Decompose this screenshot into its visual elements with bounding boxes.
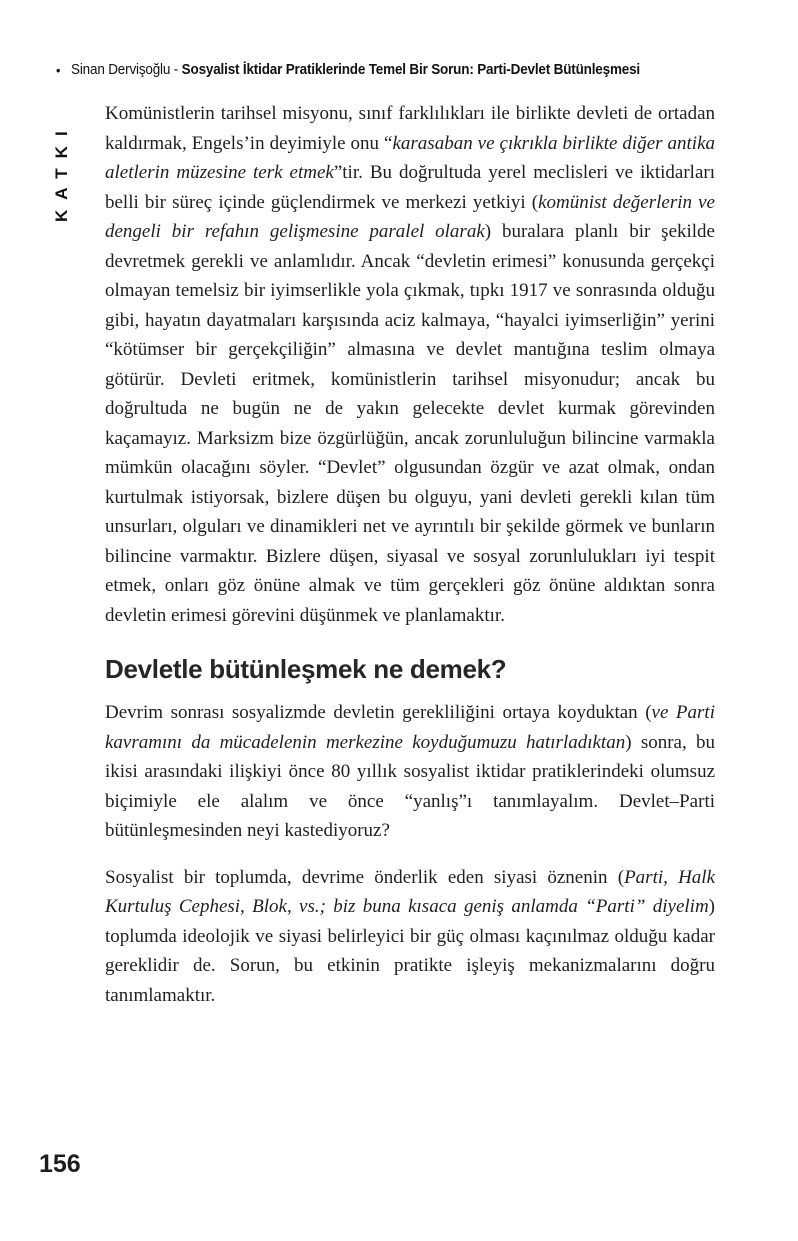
body-text-column	[105, 99, 715, 1027]
header-author-and-title	[71, 61, 640, 78]
paragraph-3: Sosyalist bir toplumda, devrime önderlik eden siyasi öznenin (Parti, Halk Kurtuluş Cephesi, Blok, vs.; biz buna kısaca geniş anlamda “Parti” diyelim) toplumda ideolojik ve siyasi belirleyici bir güç olması kaçınılmaz olduğu kadar gereklidir de. Sorun, bu etkinin pratikte işleyiş mekanizmalarını doğru tanımlamaktır.	[105, 866, 716, 1006]
page-number: 156	[39, 1150, 81, 1178]
header-chapter-title: Sosyalist İktidar Pratiklerinde Temel Bir Sorun: Parti-Devlet Bütünleşmesi	[181, 61, 641, 78]
section-heading: Devletle bütünleşmek ne demek?	[105, 654, 507, 684]
paragraph-2: Devrim sonrası sosyalizmde devletin gerekliliğini ortaya koyduktan (ve Parti kavramını da mücadelenin merkezine koyduğumuzu hatırladıktan) sonra, bu ikisi arasındaki ilişkiyi önce 80 yıllık sosyalist iktidar pratiklerindeki olumsuz biçimiyle ele alalım ve önce “yanlış”ı tanımlayalım. Devlet–Parti bütünleşmesinden neyi kastediyoruz?	[105, 702, 715, 841]
header-bullet-icon: •	[56, 61, 61, 78]
margin-label-katki: KATKI	[52, 121, 71, 222]
header-separator: -	[170, 61, 182, 78]
running-header	[56, 61, 640, 78]
header-author: Sinan Dervişoğlu	[71, 61, 171, 78]
paragraph-1: Komünistlerin tarihsel misyonu, sınıf farklılıkları ile birlikte devleti de ortadan kaldırmak, Engels’in deyimiyle onu “karasaban ve çıkrıkla birlikte diğer antika aletlerin müzesine terk etmek”tir. Bu doğrultuda yerel meclisleri ve iktidarları belli bir süreç içinde güçlendirmek ve merkezi yetkiyi (komünist değerlerin ve dengeli bir refahın gelişmesine paralel olarak) buralara planlı bir şekilde devretmek gerekli ve anlamlıdır. Ancak “devletin erimesi” konusunda gerçekçi olmayan temelsiz bir iyimserlikle yola çıkmak, tıpkı 1917 ve sonrasında olduğu gibi, hayatın dayatmaları karşısında aciz kalmaya, “hayalci iyimserliğin” yerini “kötümser bir gerçekçiliğin” almasına ve devlet mantığına teslim olmaya götürür. Devleti eritmek, komünistlerin tarihsel misyonudur; ancak bu doğrultuda ne bugün ne de yakın gelecekte devlet kurmak görevinden kaçamayız. Marksizm bize özgürlüğün, ancak zorunluluğun bilincine varmakla mümkün olacağını söyler. “Devlet” olgusundan özgür ve azat olmak, ondan kurtulmak istiyorsak, bizlere düşen bu olguyu, yani devleti gerekli kılan tüm unsurları, olguları ve dinamikleri net ve ayrıntılı bir şekilde görmek ve bunların bilincine varmaktır. Bizlere düşen, siyasal ve sosyal zorunlulukları iyi tespit etmek, onları göz önüne almak ve tüm gerçekleri göz önüne aldıktan sonra devletin erimesi görevini düşünmek ve planlamaktır.	[105, 103, 715, 626]
